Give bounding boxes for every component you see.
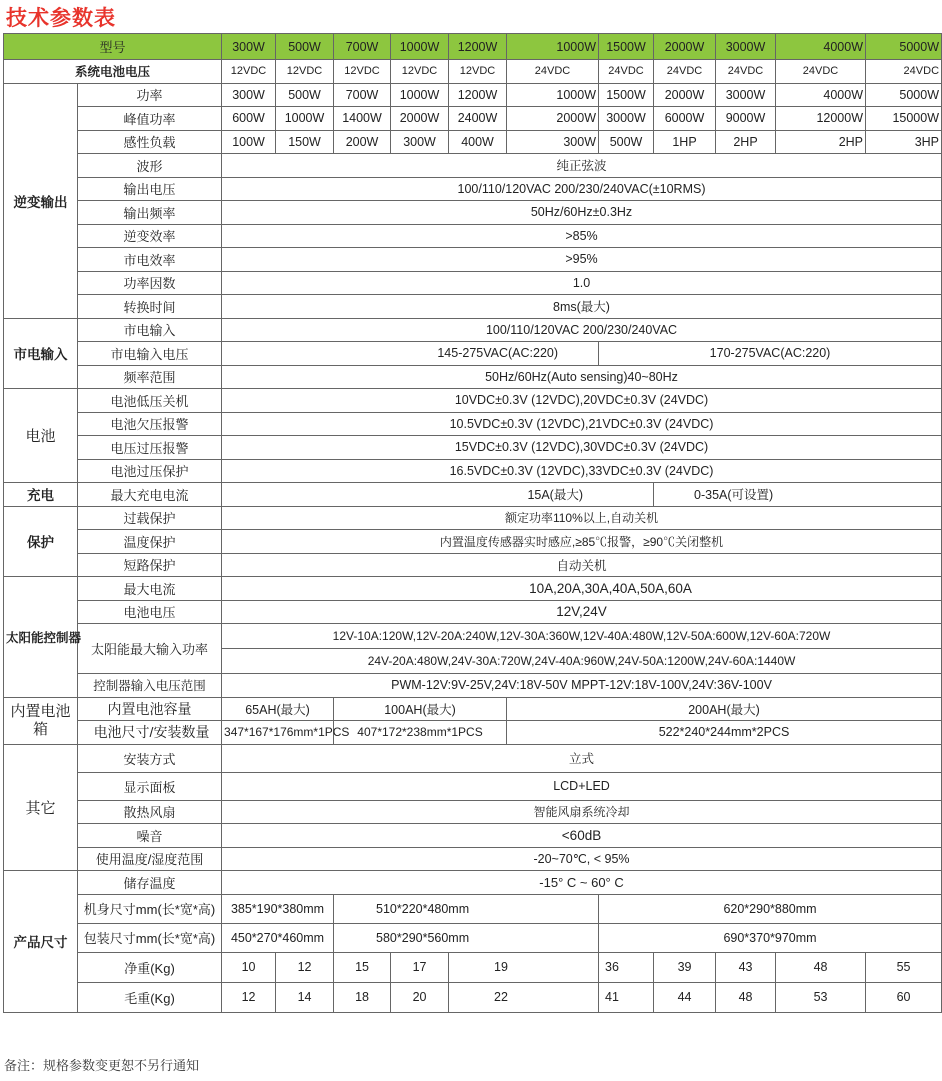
value-cell: 10VDC±0.3V (12VDC),20VDC±0.3V (24VDC) — [222, 389, 942, 413]
value-cell: 300W — [222, 83, 276, 107]
row-label: 峰值功率 — [78, 107, 222, 131]
value-cell: 36 — [599, 952, 654, 982]
value-cell: 15000W — [866, 107, 942, 131]
model-row — [4, 34, 942, 60]
value-cell: 200W — [334, 130, 391, 154]
value-cell: 100AH(最大) — [334, 697, 507, 721]
power-row — [4, 83, 942, 107]
inverter-efficiency-row — [4, 224, 942, 248]
voltage-cell: 24VDC — [654, 60, 716, 84]
value-cell: 347*167*176mm*1PCS — [222, 721, 334, 745]
mains-voltage-row — [4, 342, 942, 366]
row-label: 功率 — [78, 83, 222, 107]
value-cell: 700W — [334, 83, 391, 107]
category-mains: 市电输入 — [4, 318, 78, 389]
fan-row — [4, 800, 942, 824]
value-cell: 2HP — [716, 130, 776, 154]
voltage-cell: 24VDC — [507, 60, 599, 84]
row-label: 散热风扇 — [78, 800, 222, 824]
model-cell: 1200W — [449, 34, 507, 60]
value-cell: 300W — [391, 130, 449, 154]
category-inverter: 逆变输出 — [4, 83, 78, 318]
storage-row — [4, 871, 942, 895]
model-cell: 500W — [276, 34, 334, 60]
row-label: 最大充电电流 — [78, 483, 222, 507]
value-cell: 150W — [276, 130, 334, 154]
row-label: 最大电流 — [78, 577, 222, 601]
short-circuit-row — [4, 553, 942, 577]
voltage-cell: 12VDC — [334, 60, 391, 84]
voltage-cell: 12VDC — [276, 60, 334, 84]
value-cell: 50Hz/60Hz±0.3Hz — [222, 201, 942, 225]
solar-input-range-row — [4, 674, 942, 698]
voltage-cell: 24VDC — [776, 60, 866, 84]
value-cell: 600W — [222, 107, 276, 131]
charge-row — [4, 483, 942, 507]
battery-over-protect-row — [4, 459, 942, 483]
value-cell: 10A,20A,30A,40A,50A,60A — [222, 577, 942, 601]
row-label: 储存温度 — [78, 871, 222, 895]
row-label: 机身尺寸mm(长*宽*高) — [78, 894, 222, 923]
value-cell: 522*240*244mm*2PCS — [507, 721, 942, 745]
value-cell: 17 — [391, 952, 449, 982]
value-cell: 14 — [276, 982, 334, 1012]
mains-efficiency-row — [4, 248, 942, 272]
value-cell: 2000W — [507, 107, 599, 131]
category-charge: 充电 — [4, 483, 78, 507]
value-cell: 407*172*238mm*1PCS — [334, 721, 507, 745]
value-cell: 53 — [776, 982, 866, 1012]
value-cell: 3000W — [716, 83, 776, 107]
value-cell: 500W — [276, 83, 334, 107]
value-cell: 100W — [222, 130, 276, 154]
model-cell: 1500W — [599, 34, 654, 60]
value-cell: 纯正弦波 — [222, 154, 942, 178]
environment-row — [4, 847, 942, 871]
value-cell: 100/110/120VAC 200/230/240VAC — [222, 318, 942, 342]
value-cell: >95% — [222, 248, 942, 272]
value-cell: 立式 — [222, 744, 942, 772]
value-cell: 43 — [716, 952, 776, 982]
value-cell: 额定功率110%以上,自动关机 — [222, 506, 942, 530]
solar-max-current-row — [4, 577, 942, 601]
value-cell: 15A(最大) — [222, 483, 654, 507]
value-cell: 0-35A(可设置) — [654, 483, 942, 507]
spec-table — [3, 33, 942, 1013]
switch-time-row — [4, 295, 942, 319]
value-cell: LCD+LED — [222, 772, 942, 800]
value-cell: 60 — [866, 982, 942, 1012]
value-cell: 400W — [449, 130, 507, 154]
output-frequency-row — [4, 201, 942, 225]
peak-row — [4, 107, 942, 131]
model-cell: 2000W — [654, 34, 716, 60]
mains-input-row — [4, 318, 942, 342]
value-cell: 19 — [449, 952, 599, 982]
value-cell: 41 — [599, 982, 654, 1012]
overload-row — [4, 506, 942, 530]
row-label: 电池过压保护 — [78, 459, 222, 483]
value-cell: 2000W — [391, 107, 449, 131]
category-builtin: 内置电池箱 — [4, 697, 78, 744]
value-cell: 12 — [276, 952, 334, 982]
row-label: 电池尺寸/安装数量 — [78, 721, 222, 745]
category-solar: 太阳能控制器 — [4, 577, 78, 698]
value-cell: 12000W — [776, 107, 866, 131]
value-cell: 145-275VAC(AC:220) — [222, 342, 599, 366]
value-cell: 170-275VAC(AC:220) — [599, 342, 942, 366]
row-label: 控制器输入电压范围 — [78, 674, 222, 698]
row-label: 市电效率 — [78, 248, 222, 272]
value-cell: 18 — [334, 982, 391, 1012]
value-cell: 24V-20A:480W,24V-30A:720W,24V-40A:960W,24V-50A:1200W,24V-60A:1440W — [222, 649, 942, 674]
row-label: 感性负载 — [78, 130, 222, 154]
value-cell: 8ms(最大) — [222, 295, 942, 319]
voltage-cell: 24VDC — [599, 60, 654, 84]
category-battery: 电池 — [4, 389, 78, 483]
row-label: 输出频率 — [78, 201, 222, 225]
solar-max-input-row — [4, 624, 942, 649]
value-cell: 385*190*380mm — [222, 894, 334, 923]
row-label: 电池欠压报警 — [78, 412, 222, 436]
value-cell: 6000W — [654, 107, 716, 131]
row-label: 净重(Kg) — [78, 952, 222, 982]
row-label: 电池电压 — [78, 600, 222, 624]
category-product: 产品尺寸 — [4, 871, 78, 1013]
row-label: 使用温度/湿度范围 — [78, 847, 222, 871]
row-label: 市电输入 — [78, 318, 222, 342]
voltage-cell: 12VDC — [449, 60, 507, 84]
value-cell: 4000W — [776, 83, 866, 107]
row-label: 太阳能最大输入功率 — [78, 624, 222, 674]
value-cell: 12 — [222, 982, 276, 1012]
value-cell: 5000W — [866, 83, 942, 107]
inductive-row — [4, 130, 942, 154]
value-cell: 450*270*460mm — [222, 923, 334, 952]
voltage-cell: 12VDC — [391, 60, 449, 84]
value-cell: 50Hz/60Hz(Auto sensing)40~80Hz — [222, 365, 942, 389]
value-cell: 510*220*480mm — [334, 894, 599, 923]
value-cell: 3000W — [599, 107, 654, 131]
row-label: 逆变效率 — [78, 224, 222, 248]
battery-over-alarm-row — [4, 436, 942, 460]
output-voltage-row — [4, 177, 942, 201]
gross-weight-row — [4, 982, 942, 1012]
battery-voltage-label: 系统电池电压 — [4, 60, 222, 84]
value-cell: 300W — [507, 130, 599, 154]
value-cell: 12V,24V — [222, 600, 942, 624]
value-cell: 10 — [222, 952, 276, 982]
model-cell: 4000W — [776, 34, 866, 60]
footnote: 备注：规格参数变更恕不另行通知 — [4, 1058, 200, 1073]
value-cell: 55 — [866, 952, 942, 982]
row-label: 功率因数 — [78, 271, 222, 295]
row-label: 波形 — [78, 154, 222, 178]
value-cell: 智能风扇系统冷却 — [222, 800, 942, 824]
value-cell: 1HP — [654, 130, 716, 154]
temperature-protect-row — [4, 530, 942, 554]
value-cell: 2000W — [654, 83, 716, 107]
body-size-row — [4, 894, 942, 923]
voltage-cell: 24VDC — [716, 60, 776, 84]
row-label: 内置电池容量 — [78, 697, 222, 721]
row-label: 输出电压 — [78, 177, 222, 201]
value-cell: 22 — [449, 982, 599, 1012]
value-cell: -20~70℃, < 95% — [222, 847, 942, 871]
row-label: 毛重(Kg) — [78, 982, 222, 1012]
value-cell: 9000W — [716, 107, 776, 131]
builtin-size-row — [4, 721, 942, 745]
value-cell: 1500W — [599, 83, 654, 107]
value-cell: 44 — [654, 982, 716, 1012]
model-label: 型号 — [4, 34, 222, 60]
row-label: 包装尺寸mm(长*宽*高) — [78, 923, 222, 952]
battery-voltage-row — [4, 60, 942, 84]
value-cell: 1000W — [276, 107, 334, 131]
package-size-row — [4, 923, 942, 952]
waveform-row — [4, 154, 942, 178]
frequency-range-row — [4, 365, 942, 389]
solar-battery-voltage-row — [4, 600, 942, 624]
value-cell: 500W — [599, 130, 654, 154]
value-cell: 2400W — [449, 107, 507, 131]
value-cell: 1200W — [449, 83, 507, 107]
row-label: 噪音 — [78, 824, 222, 848]
value-cell: 2HP — [776, 130, 866, 154]
model-cell: 1000W — [507, 34, 599, 60]
value-cell: 20 — [391, 982, 449, 1012]
value-cell: 10.5VDC±0.3V (12VDC),21VDC±0.3V (24VDC) — [222, 412, 942, 436]
value-cell: 内置温度传感器实时感应,≥85℃报警，≥90℃关闭整机 — [222, 530, 942, 554]
model-cell: 3000W — [716, 34, 776, 60]
value-cell: 620*290*880mm — [599, 894, 942, 923]
category-other: 其它 — [4, 744, 78, 871]
row-label: 短路保护 — [78, 553, 222, 577]
value-cell: 100/110/120VAC 200/230/240VAC(±10RMS) — [222, 177, 942, 201]
value-cell: 39 — [654, 952, 716, 982]
voltage-cell: 12VDC — [222, 60, 276, 84]
value-cell: 1000W — [507, 83, 599, 107]
noise-row — [4, 824, 942, 848]
value-cell: 1000W — [391, 83, 449, 107]
net-weight-row — [4, 952, 942, 982]
row-label: 市电输入电压 — [78, 342, 222, 366]
voltage-cell: 24VDC — [866, 60, 942, 84]
value-cell: 200AH(最大) — [507, 697, 942, 721]
battery-low-off-row — [4, 389, 942, 413]
model-cell: 300W — [222, 34, 276, 60]
value-cell: 16.5VDC±0.3V (12VDC),33VDC±0.3V (24VDC) — [222, 459, 942, 483]
row-label: 电池低压关机 — [78, 389, 222, 413]
value-cell: 48 — [716, 982, 776, 1012]
row-label: 过载保护 — [78, 506, 222, 530]
display-row — [4, 772, 942, 800]
value-cell: 15 — [334, 952, 391, 982]
value-cell: -15° C ~ 60° C — [222, 871, 942, 895]
row-label: 电压过压报警 — [78, 436, 222, 460]
row-label: 安装方式 — [78, 744, 222, 772]
value-cell: 3HP — [866, 130, 942, 154]
value-cell: 580*290*560mm — [334, 923, 599, 952]
category-protect: 保护 — [4, 506, 78, 577]
value-cell: >85% — [222, 224, 942, 248]
value-cell: 48 — [776, 952, 866, 982]
value-cell: 65AH(最大) — [222, 697, 334, 721]
model-cell: 5000W — [866, 34, 942, 60]
value-cell: 1400W — [334, 107, 391, 131]
value-cell: 自动关机 — [222, 553, 942, 577]
value-cell: <60dB — [222, 824, 942, 848]
install-row — [4, 744, 942, 772]
model-cell: 1000W — [391, 34, 449, 60]
value-cell: 15VDC±0.3V (12VDC),30VDC±0.3V (24VDC) — [222, 436, 942, 460]
row-label: 温度保护 — [78, 530, 222, 554]
value-cell: 12V-10A:120W,12V-20A:240W,12V-30A:360W,12V-40A:480W,12V-50A:600W,12V-60A:720W — [222, 624, 942, 649]
value-cell: 1.0 — [222, 271, 942, 295]
page-title: 技术参数表 — [6, 7, 116, 30]
row-label: 显示面板 — [78, 772, 222, 800]
value-cell: PWM-12V:9V-25V,24V:18V-50V MPPT-12V:18V-100V,24V:36V-100V — [222, 674, 942, 698]
model-cell: 700W — [334, 34, 391, 60]
battery-under-alarm-row — [4, 412, 942, 436]
builtin-capacity-row — [4, 697, 942, 721]
row-label: 转换时间 — [78, 295, 222, 319]
row-label: 频率范围 — [78, 365, 222, 389]
power-factor-row — [4, 271, 942, 295]
value-cell: 690*370*970mm — [599, 923, 942, 952]
